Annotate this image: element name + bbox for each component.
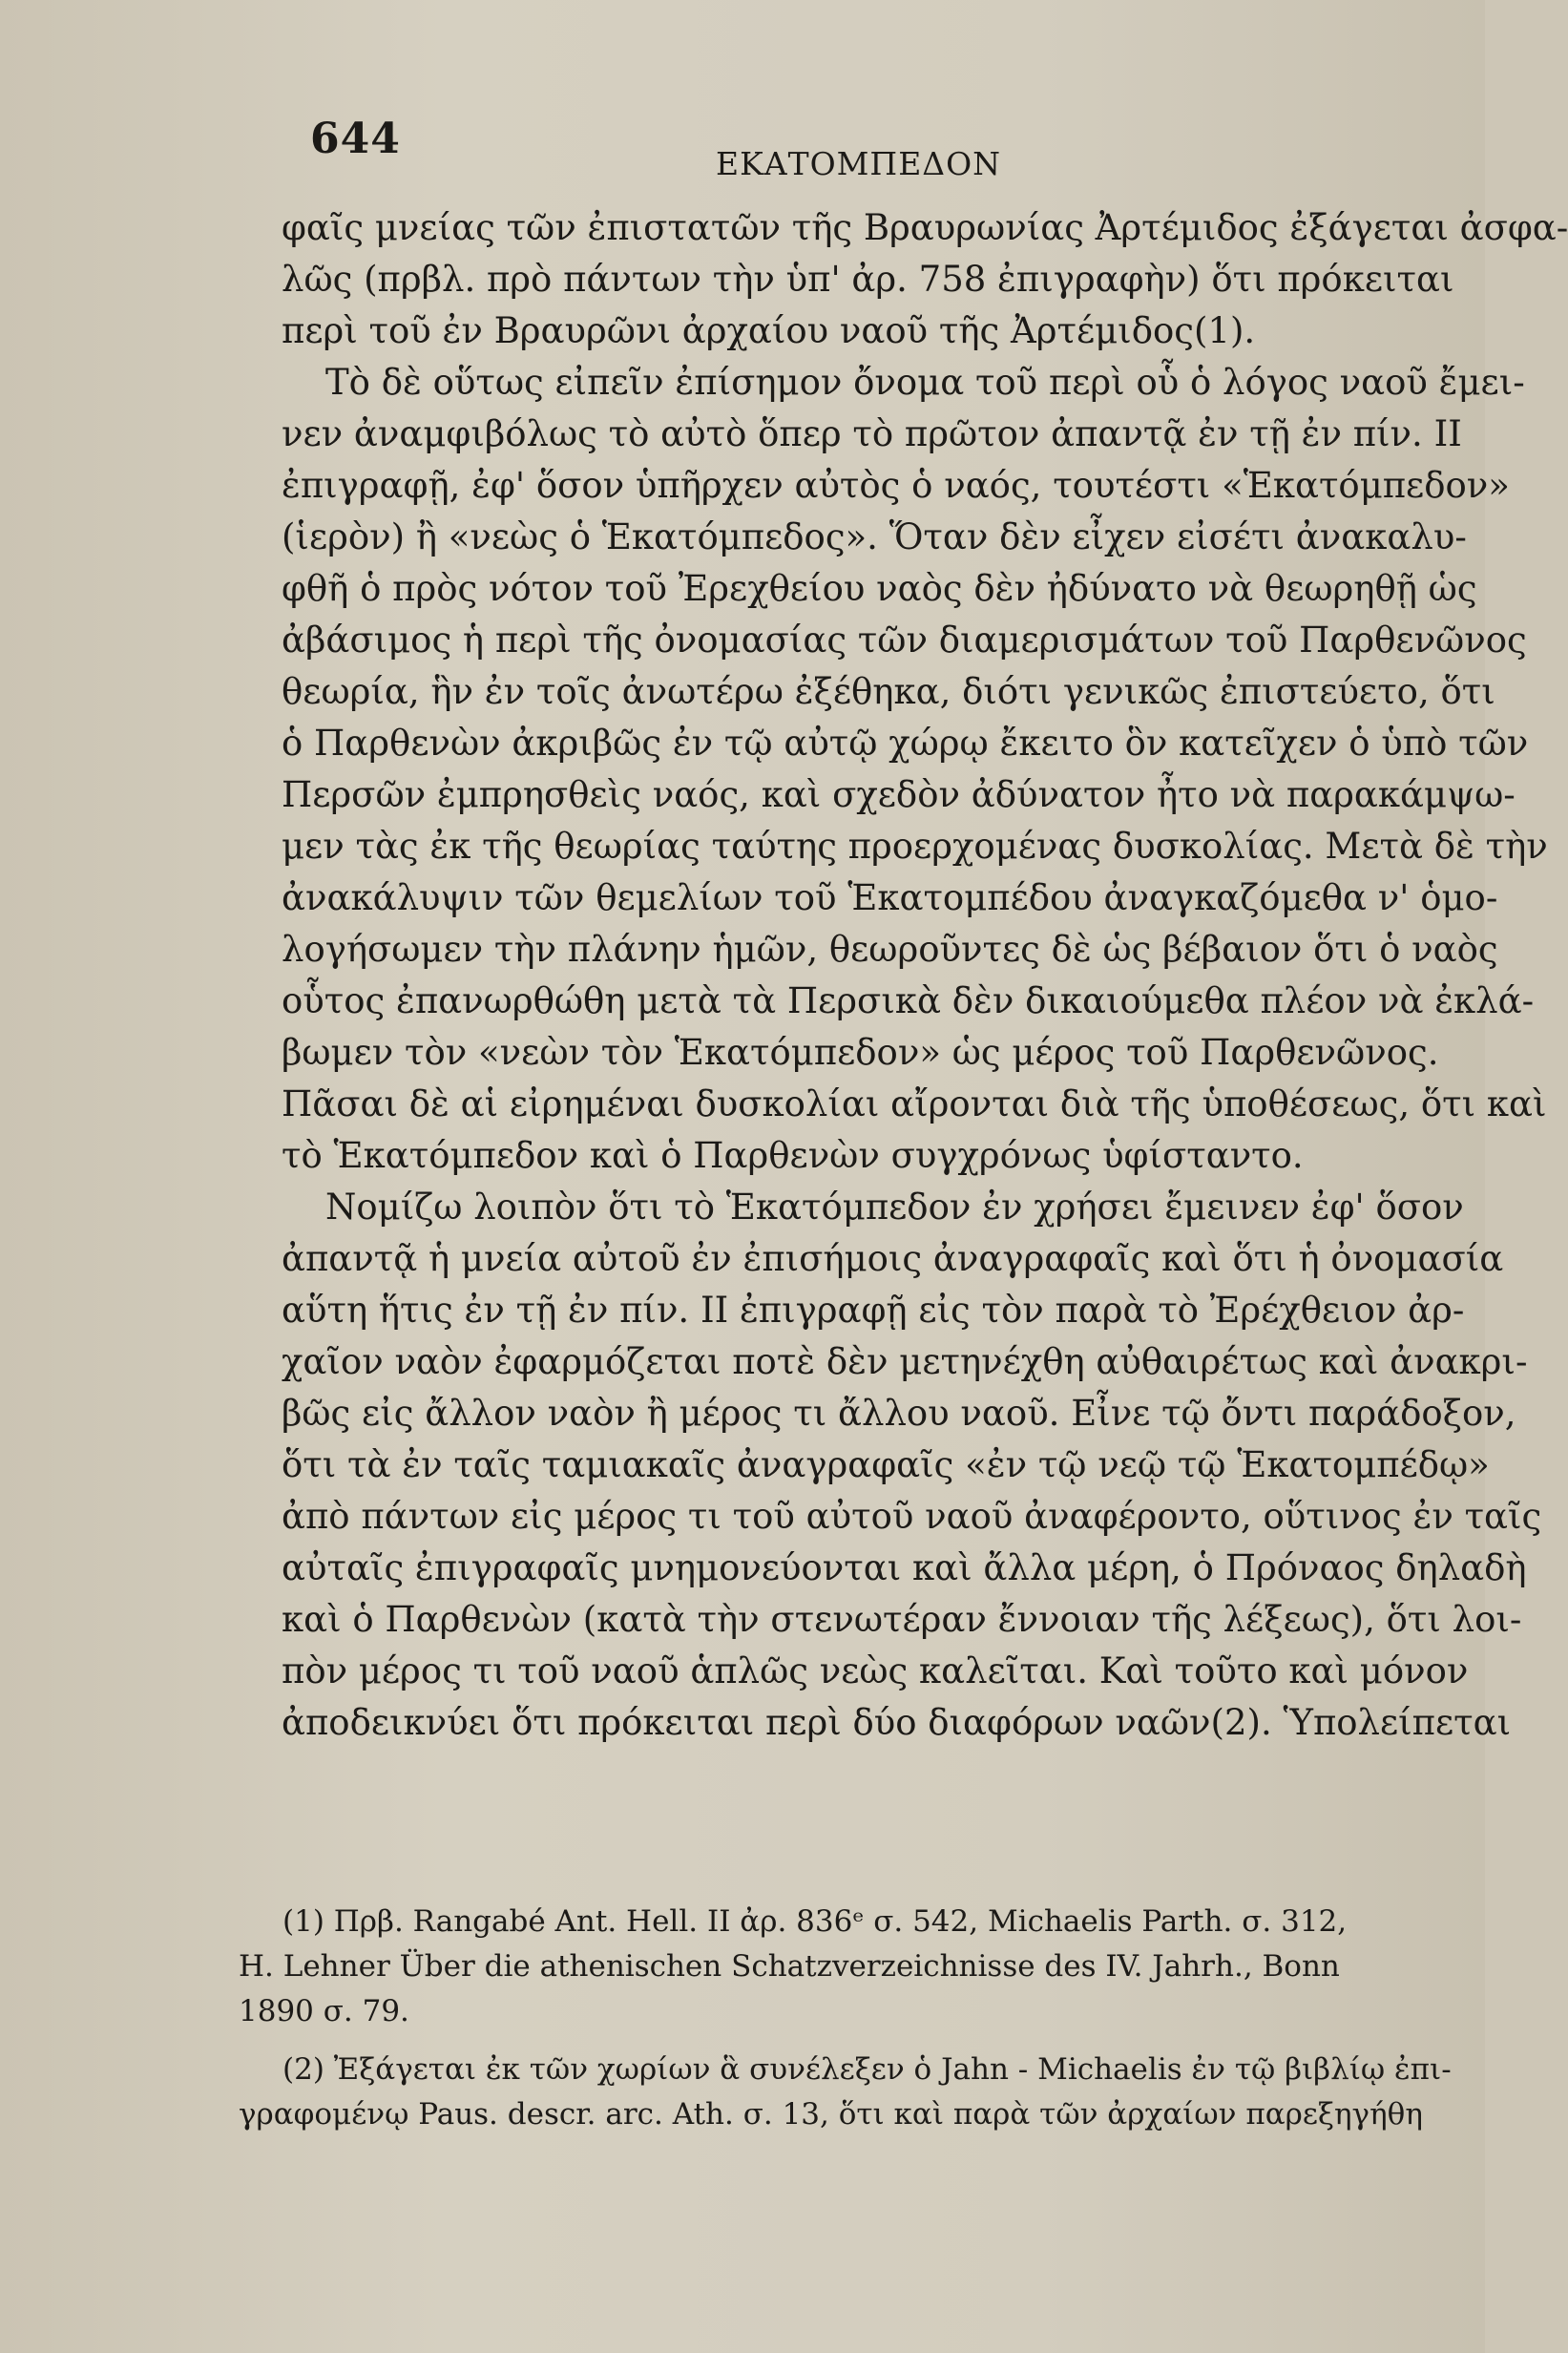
text-line: φαῖς μνείας τῶν ἐπιστατῶν τῆς Βραυρωνίας Ἀρτέμιδος ἐξάγεται ἀσφα-: [282, 207, 1568, 248]
text-line: ἐπιγραφῇ, ἐφ' ὅσον ὑπῆρχεν αὐτὸς ὁ ναός, τουτέστι «Ἑκατόμπεδον»: [282, 465, 1510, 506]
text-line: λῶς (πρβλ. πρὸ πάντων τὴν ὑπ' ἀρ. 758 ἐπιγραφὴν) ὅτι πρόκειται: [282, 259, 1454, 300]
footnote-2: [239, 2048, 1452, 2137]
text-line: ἀπὸ πάντων εἰς μέρος τι τοῦ αὐτοῦ ναοῦ ἀναφέροντο, οὕτινος ἐν ταῖς: [282, 1496, 1542, 1537]
text-line: ἀποδεικνύει ὅτι πρόκειται περὶ δύο διαφόρων ναῶν(2). Ὑπολείπεται: [282, 1702, 1512, 1743]
text-line: βωμεν τὸν «νεὼν τὸν Ἑκατόμπεδον» ὡς μέρος τοῦ Παρθενῶνος.: [282, 1032, 1439, 1073]
footnote-spacer: [239, 2034, 1408, 2048]
text-line: νεν ἀναμφιβόλως τὸ αὐτὸ ὅπερ τὸ πρῶτον ἀπαντᾷ ἐν τῇ ἐν πίν. II: [282, 413, 1462, 454]
text-line: αὕτη ἥτις ἐν τῇ ἐν πίν. II ἐπιγραφῇ εἰς τὸν παρὰ τὸ Ἐρέχθειον ἀρ-: [282, 1290, 1465, 1331]
text-line: πὸν μέρος τι τοῦ ναοῦ ἁπλῶς νεὼς καλεῖται. Καὶ τοῦτο καὶ μόνον: [282, 1650, 1469, 1691]
footnotes: [239, 1900, 1452, 2137]
text-line: μεν τὰς ἐκ τῆς θεωρίας ταύτης προερχομένας δυσκολίας. Μετὰ δὲ τὴν: [282, 826, 1548, 867]
footnote-line: γραφομένῳ Paus. descr. arc. Ath. σ. 13, ὅτι καὶ παρὰ τῶν ἀρχαίων παρεξηγήθη: [239, 2097, 1423, 2132]
text-line: βῶς εἰς ἄλλον ναὸν ἢ μέρος τι ἄλλου ναοῦ. Εἶνε τῷ ὄντι παράδοξον,: [282, 1393, 1516, 1434]
text-line: ἀπαντᾷ ἡ μνεία αὐτοῦ ἐν ἐπισήμοις ἀναγραφαῖς καὶ ὅτι ἡ ὀνομασία: [282, 1238, 1504, 1279]
footnote-1: [239, 1900, 1408, 2034]
text-line: καὶ ὁ Παρθενὼν (κατὰ τὴν στενωτέραν ἔννοιαν τῆς λέξεως), ὅτι λοι-: [282, 1599, 1522, 1640]
text-line: Νομίζω λοιπὸν ὅτι τὸ Ἑκατόμπεδον ἐν χρήσει ἔμεινεν ἐφ' ὅσον: [325, 1187, 1464, 1228]
text-line: Τὸ δὲ οὕτως εἰπεῖν ἐπίσημον ὄνομα τοῦ περὶ οὗ ὁ λόγος ναοῦ ἔμει-: [325, 362, 1525, 403]
running-title: ΕΚΑΤΟΜΠΕΔΟΝ: [716, 145, 1002, 182]
text-line: λογήσωμεν τὴν πλάνην ἡμῶν, θεωροῦντες δὲ ὡς βέβαιον ὅτι ὁ ναὸς: [282, 929, 1498, 970]
text-line: ἀνακάλυψιν τῶν θεμελίων τοῦ Ἑκατομπέδου ἀναγκαζόμεθα ν' ὁμο-: [282, 877, 1498, 918]
footnote-line: (1) Πρβ. Rangabé Ant. Hell. II ἀρ. 836ᵉ σ. 542, Michaelis Parth. σ. 312,: [282, 1904, 1348, 1939]
text-line: θεωρία, ἣν ἐν τοῖς ἀνωτέρω ἐξέθηκα, διότι γενικῶς ἐπιστεύετο, ὅτι: [282, 671, 1495, 712]
text-line: χαῖον ναὸν ἐφαρμόζεται ποτὲ δὲν μετηνέχθη αὐθαιρέτως καὶ ἀνακρι-: [282, 1341, 1528, 1382]
text-line: Περσῶν ἐμπρησθεὶς ναός, καὶ σχεδὸν ἀδύνατον ἦτο νὰ παρακάμψω-: [282, 774, 1516, 815]
text-line: τὸ Ἑκατόμπεδον καὶ ὁ Παρθενὼν συγχρόνως ὑφίσταντο.: [282, 1135, 1304, 1176]
text-line: αὐταῖς ἐπιγραφαῖς μνημονεύονται καὶ ἄλλα μέρη, ὁ Πρόναος δηλαδὴ: [282, 1547, 1527, 1588]
footnote-line: (2) Ἐξάγεται ἐκ τῶν χωρίων ἃ συνέλεξεν ὁ Jahn - Michaelis ἐν τῷ βιβλίῳ ἐπι-: [282, 2052, 1452, 2087]
text-line: οὗτος ἐπανωρθώθη μετὰ τὰ Περσικὰ δὲν δικαιούμεθα πλέον νὰ ἐκλά-: [282, 980, 1535, 1021]
page-number: 644: [310, 115, 401, 163]
text-line: φθῆ ὁ πρὸς νότον τοῦ Ἐρεχθείου ναὸς δὲν ἠδύνατο νὰ θεωρηθῇ ὡς: [282, 568, 1477, 609]
text-line: Πᾶσαι δὲ αἱ εἰρημέναι δυσκολίαι αἴρονται διὰ τῆς ὑποθέσεως, ὅτι καὶ: [282, 1083, 1547, 1124]
text-line: περὶ τοῦ ἐν Βραυρῶνι ἀρχαίου ναοῦ τῆς Ἀρτέμιδος(1).: [282, 310, 1256, 351]
text-line: ὁ Παρθενὼν ἀκριβῶς ἐν τῷ αὐτῷ χώρῳ ἔκειτο ὃν κατεῖχεν ὁ ὑπὸ τῶν: [282, 723, 1529, 764]
text-line: ὅτι τὰ ἐν ταῖς ταμιακαῖς ἀναγραφαῖς «ἐν τῷ νεῷ τῷ Ἑκατομπέδῳ»: [282, 1444, 1490, 1485]
footnote-line: 1890 σ. 79.: [239, 1994, 409, 2028]
main-text: [282, 202, 1568, 1749]
footnote-line: H. Lehner Über die athenischen Schatzverzeichnisse des IV. Jahrh., Bonn: [239, 1949, 1340, 1984]
text-line: (ἱερὸν) ἢ «νεὼς ὁ Ἑκατόμπεδος». Ὅταν δὲν εἶχεν εἰσέτι ἀνακαλυ-: [282, 516, 1467, 557]
text-line: ἀβάσιμος ἡ περὶ τῆς ὀνομασίας τῶν διαμερισμάτων τοῦ Παρθενῶνος: [282, 620, 1527, 661]
